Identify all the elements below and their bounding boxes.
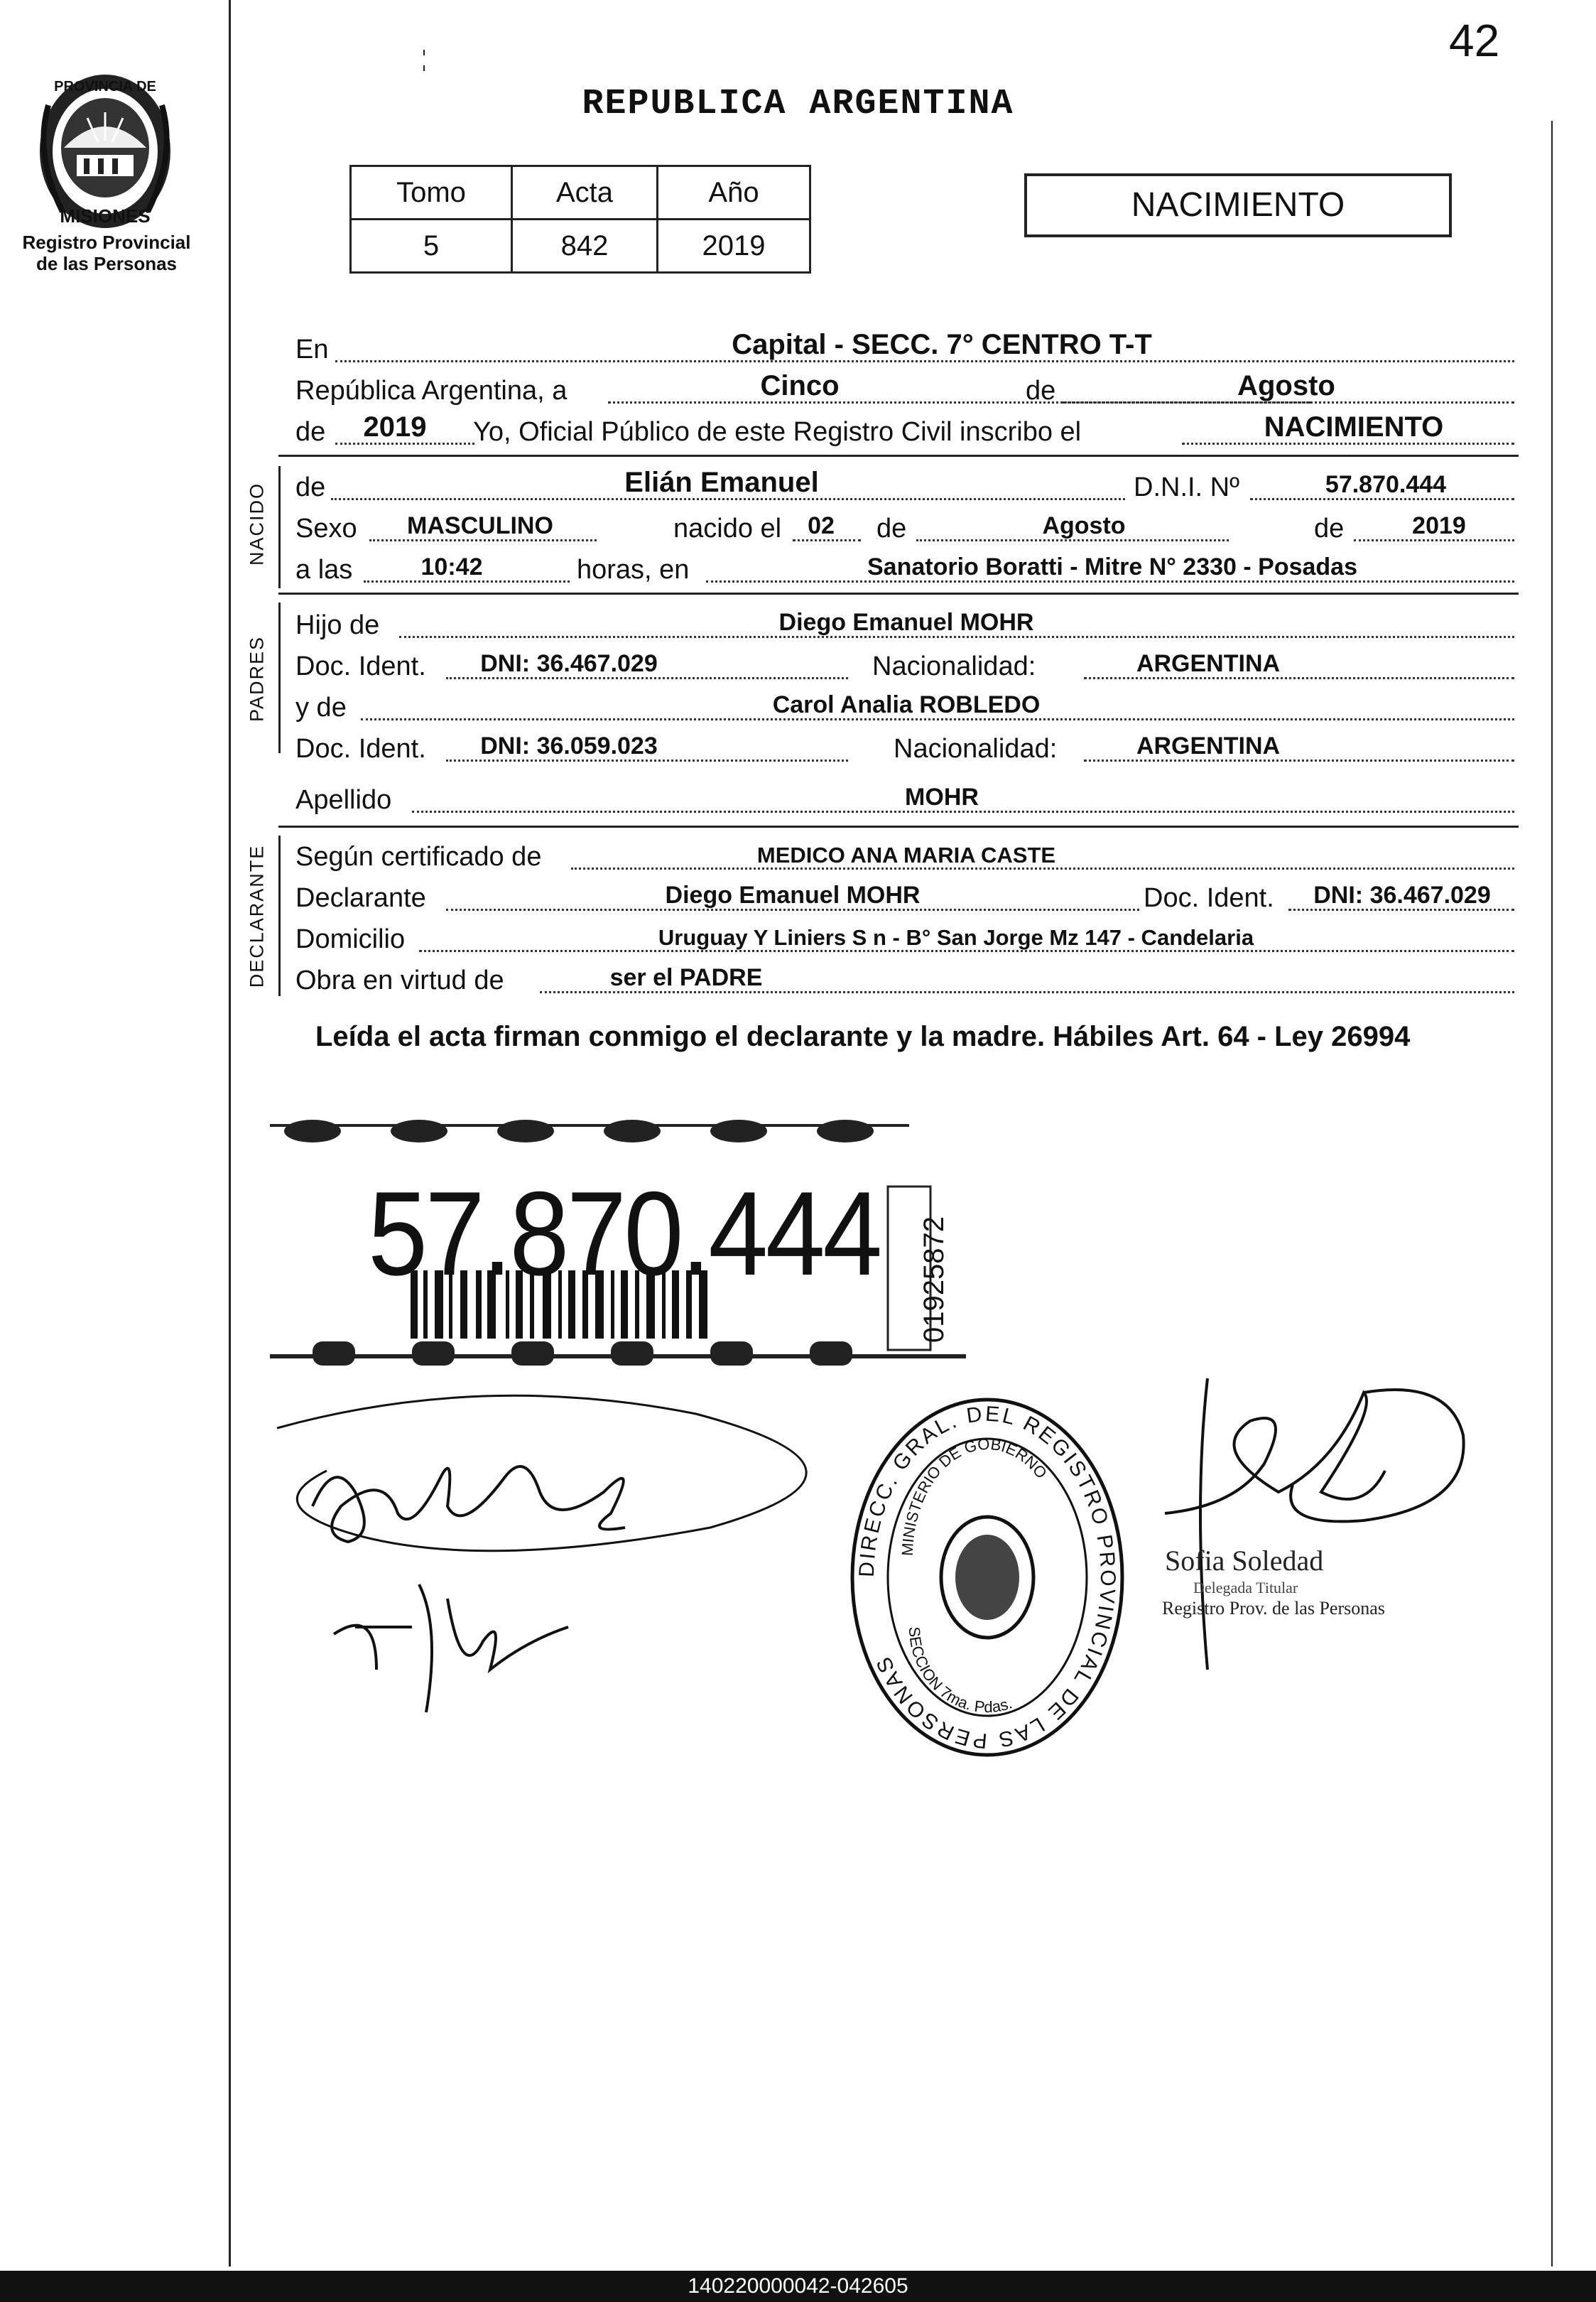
label-segun-certificado: Según certificado de xyxy=(295,842,542,872)
official-seal xyxy=(845,1393,1129,1762)
nacido-bracket xyxy=(278,466,281,588)
label-nacionalidad: Nacionalidad: xyxy=(872,652,1036,681)
label-apellido: Apellido xyxy=(295,785,392,815)
row-nacido-name xyxy=(295,468,1517,507)
registry-label xyxy=(0,232,213,274)
row-republica xyxy=(295,371,1517,411)
value-tomo: 5 xyxy=(351,220,512,273)
document-title: REPUBLICA ARGENTINA xyxy=(582,84,1014,124)
seal-section-text: SECCION 7ma. Pdas. xyxy=(905,1626,1015,1717)
label-republica: República Argentina, a xyxy=(295,376,568,406)
label-doc-ident: Doc. Ident. xyxy=(295,734,426,764)
value-anio: 2019 xyxy=(658,220,810,273)
signature-loop xyxy=(277,1395,806,1550)
label-declarante: Declarante xyxy=(295,883,426,913)
record-type-box: NACIMIENTO xyxy=(1024,173,1452,237)
value-obra: ser el PADRE xyxy=(609,964,763,991)
sticker-bottom-pattern xyxy=(270,1341,966,1366)
header-anio: Año xyxy=(658,166,810,220)
official-signature xyxy=(1151,1364,1548,1691)
value-birth-year: 2019 xyxy=(1412,512,1466,539)
value-father-name: Diego Emanuel MOHR xyxy=(778,609,1034,636)
label-de: de xyxy=(876,514,907,544)
header-acta: Acta xyxy=(512,166,658,220)
row-mother xyxy=(295,688,1517,728)
section-divider xyxy=(278,455,1519,457)
row-declarante xyxy=(295,878,1517,918)
value-mother-nationality: ARGENTINA xyxy=(1136,733,1281,760)
value-child-name: Elián Emanuel xyxy=(624,467,819,498)
official-stamp-line2: Delegada Titular xyxy=(1193,1579,1298,1596)
value-mother-doc: DNI: 36.059.023 xyxy=(480,733,658,760)
value-en: Capital - SECC. 7° CENTRO T-T xyxy=(732,329,1152,360)
row-domicilio xyxy=(295,919,1517,959)
row-en xyxy=(295,330,1517,369)
value-father-doc: DNI: 36.467.029 xyxy=(480,650,658,677)
value-acta: 842 xyxy=(512,220,658,273)
official-stamp-line3: Registro Prov. de las Personas xyxy=(1162,1598,1385,1619)
value-month: Agosto xyxy=(1237,370,1335,401)
label-de: de xyxy=(1026,376,1056,406)
registry-label-line1: Registro Provincial xyxy=(22,232,191,253)
right-margin-rule xyxy=(1551,121,1553,2266)
row-mother-doc xyxy=(295,729,1517,769)
value-inscribo: NACIMIENTO xyxy=(1264,411,1444,443)
label-sexo: Sexo xyxy=(295,514,357,544)
row-yo xyxy=(295,412,1517,452)
registry-label-line2: de las Personas xyxy=(36,253,177,274)
value-father-nationality: ARGENTINA xyxy=(1136,650,1281,677)
label-domicilio: Domicilio xyxy=(295,924,406,954)
top-mark xyxy=(423,65,425,71)
value-child-dni: 57.870.444 xyxy=(1325,471,1447,498)
value-declarante: Diego Emanuel MOHR xyxy=(665,882,921,909)
label-dni: D.N.I. Nº xyxy=(1134,472,1239,502)
row-father xyxy=(295,605,1517,645)
seal-inner-text: MINISTERIO DE GOBIERNO xyxy=(898,1434,1051,1557)
row-father-doc xyxy=(295,647,1517,686)
logo-text-top: PROVINCIA DE xyxy=(54,79,156,94)
label-doc-ident: Doc. Ident. xyxy=(295,652,426,681)
section-label-nacido: NACIDO xyxy=(246,482,268,566)
signatures-left xyxy=(270,1371,895,1741)
label-a-las: a las xyxy=(295,555,353,585)
sticker-top-pattern xyxy=(270,1120,909,1142)
padres-bracket xyxy=(278,602,281,753)
value-apellido: MOHR xyxy=(905,784,979,811)
value-birth-time: 10:42 xyxy=(420,553,483,580)
row-nacido-sexo xyxy=(295,509,1517,549)
closing-note: Leída el acta firman conmigo el declarante y la madre. Hábiles Art. 64 - Ley 26994 xyxy=(315,1021,1411,1052)
record-table xyxy=(349,165,811,274)
value-mother-name: Carol Analia ROBLEDO xyxy=(772,691,1041,718)
row-obra xyxy=(295,961,1517,1000)
sticker-number: 57.870.444 xyxy=(368,1167,880,1300)
value-certificado: MEDICO ANA MARIA CASTE xyxy=(756,843,1056,868)
section-label-declarante: DECLARANTE xyxy=(246,844,268,988)
row-nacido-hora xyxy=(295,550,1517,590)
label-en: En xyxy=(295,335,329,364)
label-hijo-de: Hijo de xyxy=(295,610,380,640)
page-number: 42 xyxy=(1449,15,1500,66)
value-domicilio: Uruguay Y Liniers S n - B° San Jorge Mz 147 - Candelaria xyxy=(658,925,1254,950)
label-de: de xyxy=(295,472,326,502)
top-mark xyxy=(423,50,425,55)
signature-declarante xyxy=(313,1466,625,1542)
official-signature-stroke xyxy=(1165,1378,1464,1670)
value-year: 2019 xyxy=(363,411,427,443)
sticker-side-code: 01925872 xyxy=(918,1216,950,1343)
logo-text-bottom: MISIONES xyxy=(60,205,151,227)
value-birth-month: Agosto xyxy=(1042,512,1126,539)
label-yo: Yo, Oficial Público de este Registro Civil inscribo el xyxy=(473,417,1082,447)
value-day: Cinco xyxy=(760,370,840,401)
official-stamp-line1: Sofia Soledad xyxy=(1165,1545,1324,1577)
label-y-de: y de xyxy=(295,693,347,723)
seal-ring-text: DIRECC. GRAL. DEL REGISTRO PROVINCIAL DE LAS PERSONAS xyxy=(854,1402,1120,1753)
section-divider xyxy=(278,826,1519,828)
label-nacido-el: nacido el xyxy=(673,514,782,544)
row-certificado xyxy=(295,837,1517,877)
declarante-bracket xyxy=(278,836,281,996)
label-de: de xyxy=(1314,514,1345,544)
value-sexo: MASCULINO xyxy=(407,512,553,539)
left-margin-rule xyxy=(229,0,231,2266)
label-horas-en: horas, en xyxy=(577,555,690,585)
footer-code-bar: 140220000042-042605 xyxy=(0,2271,1596,2302)
label-doc-ident: Doc. Ident. xyxy=(1144,883,1274,913)
section-divider xyxy=(278,593,1519,595)
signature-madre xyxy=(334,1584,568,1712)
value-declarante-doc: DNI: 36.467.029 xyxy=(1313,882,1491,909)
label-nacionalidad: Nacionalidad: xyxy=(894,734,1058,764)
label-year: de xyxy=(295,417,326,447)
section-label-padres: PADRES xyxy=(246,635,268,723)
row-apellido xyxy=(295,780,1517,820)
value-birth-day: 02 xyxy=(808,512,835,539)
header-tomo: Tomo xyxy=(351,166,512,220)
label-obra-en-virtud: Obra en virtud de xyxy=(295,966,504,995)
value-birth-place: Sanatorio Boratti - Mitre N° 2330 - Posadas xyxy=(867,553,1357,580)
